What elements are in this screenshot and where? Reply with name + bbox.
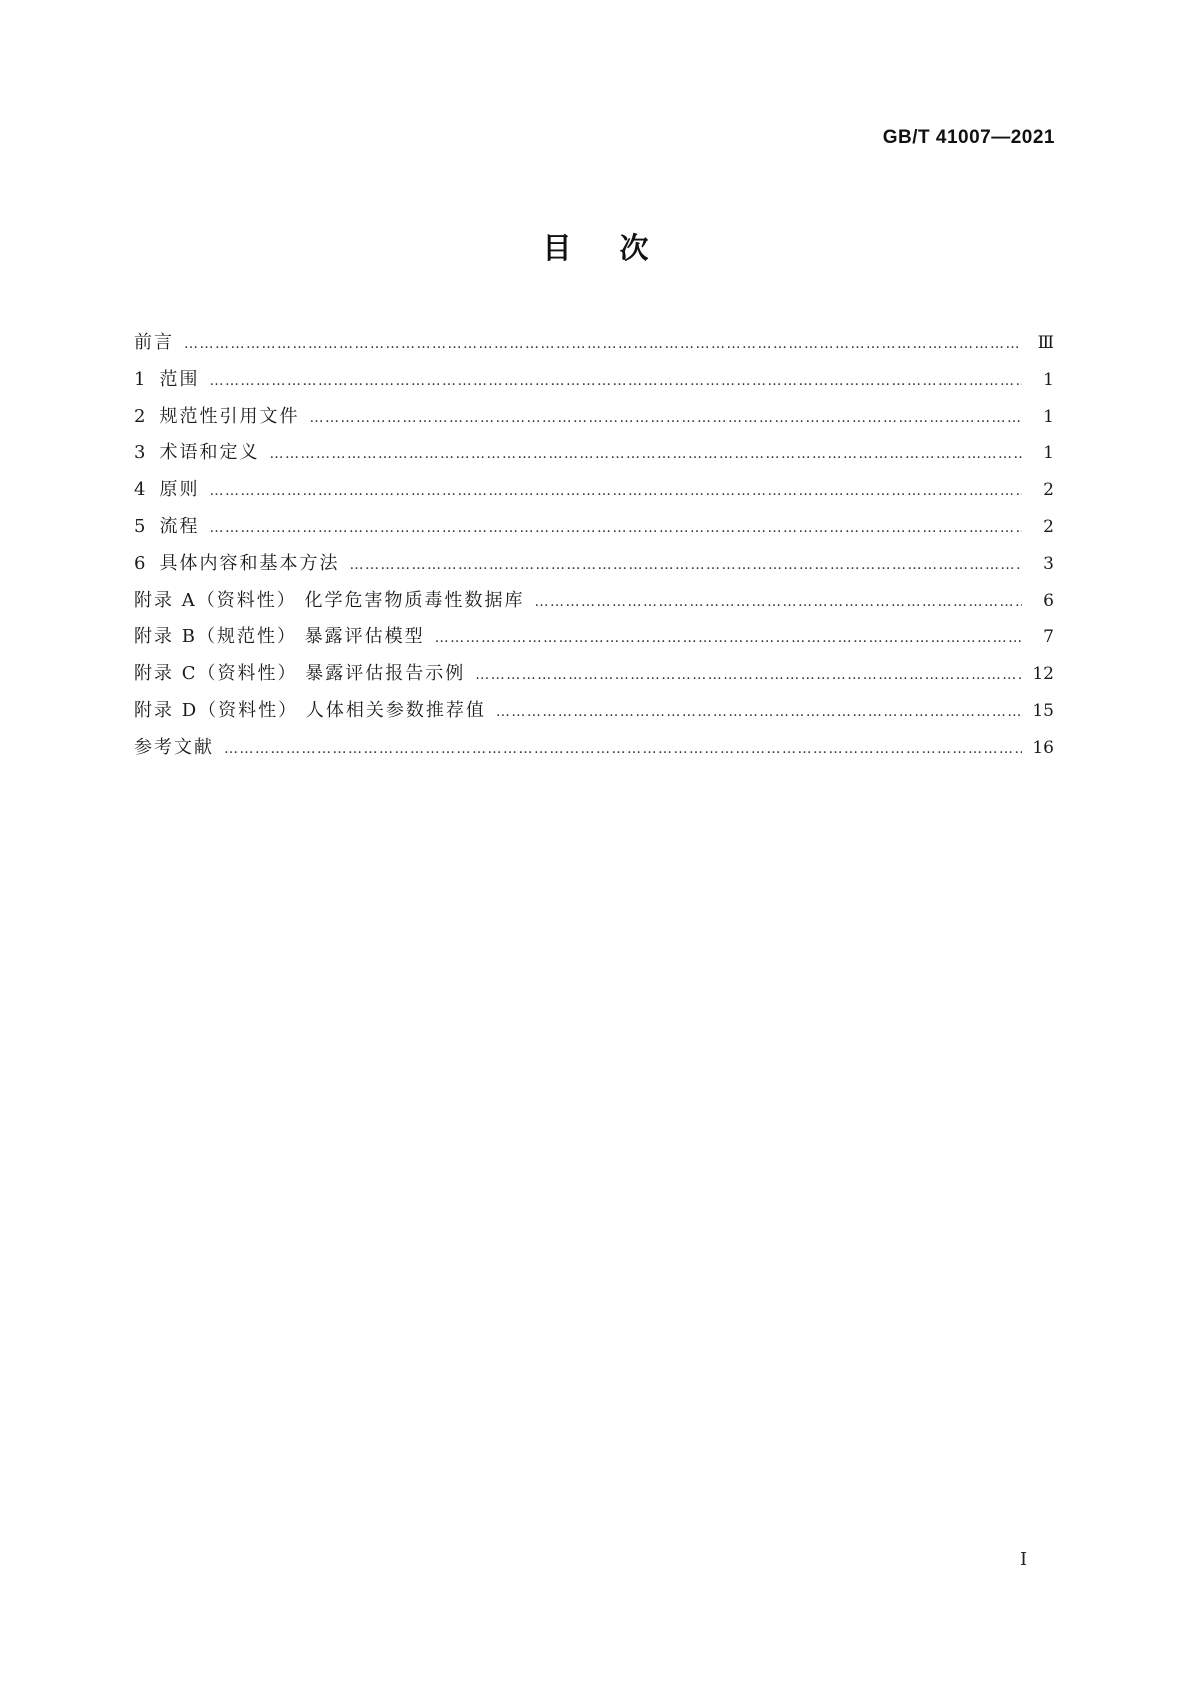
toc-dot-leader xyxy=(349,557,1022,573)
toc-entry-process[interactable] xyxy=(134,512,1054,549)
toc-entry-scope[interactable] xyxy=(134,365,1054,402)
toc-dot-leader xyxy=(209,520,1022,536)
toc-dot-leader xyxy=(269,446,1022,462)
toc-entry-title: 附录 A（资料性） 化学危害物质毒性数据库 xyxy=(134,589,525,611)
toc-entry-number: 6 xyxy=(134,552,146,574)
toc-entry-title: 附录 B（规范性） 暴露评估模型 xyxy=(134,626,425,648)
toc-dot-leader xyxy=(224,741,1022,757)
toc-entry-page: Ⅲ xyxy=(1037,333,1054,353)
toc-entry-label xyxy=(134,696,486,722)
toc-entry-page: 12 xyxy=(1032,664,1054,685)
toc-entry-label xyxy=(134,586,524,612)
toc-entry-page: 3 xyxy=(1043,553,1054,574)
toc-entry-title: 具体内容和基本方法 xyxy=(159,552,340,574)
table-of-contents xyxy=(134,328,1054,770)
toc-dot-leader xyxy=(209,373,1022,389)
toc-entry-title: 附录 D（资料性） 人体相关参数推荐值 xyxy=(134,699,486,721)
toc-entry-title: 范围 xyxy=(159,368,200,390)
toc-entry-title: 原则 xyxy=(159,479,200,501)
toc-entry-page: 6 xyxy=(1043,590,1054,611)
toc-entry-title: 附录 C（资料性） 暴露评估报告示例 xyxy=(134,663,466,685)
toc-entry-page: 16 xyxy=(1032,737,1054,758)
toc-entry-page: 1 xyxy=(1043,406,1054,427)
toc-entry-number: 1 xyxy=(134,368,146,390)
toc-entry-annex-a[interactable] xyxy=(134,586,1054,623)
toc-entry-principles[interactable] xyxy=(134,475,1054,512)
toc-entry-annex-b[interactable] xyxy=(134,622,1054,659)
toc-entry-terms-definitions[interactable] xyxy=(134,438,1054,475)
toc-entry-label xyxy=(134,438,259,464)
toc-entry-page: 2 xyxy=(1043,516,1054,537)
toc-dot-leader xyxy=(435,630,1022,646)
toc-entry-page: 2 xyxy=(1043,480,1054,501)
standard-code: GB/T 41007—2021 xyxy=(882,127,1055,148)
toc-dot-leader xyxy=(534,594,1022,610)
toc-entry-label xyxy=(134,733,214,759)
toc-entry-number: 4 xyxy=(134,479,146,501)
toc-entry-foreword[interactable] xyxy=(134,328,1054,365)
toc-dot-leader xyxy=(475,667,1022,683)
toc-dot-leader xyxy=(184,336,1022,352)
toc-entry-label xyxy=(134,512,199,538)
toc-entry-label xyxy=(134,475,199,501)
toc-entry-label xyxy=(134,365,199,391)
toc-title: 目次 xyxy=(542,231,697,265)
toc-entry-page: 1 xyxy=(1043,443,1054,464)
page-number: I xyxy=(1020,1549,1028,1570)
toc-entry-label xyxy=(134,659,465,685)
toc-entry-label xyxy=(134,402,299,428)
toc-entry-number: 3 xyxy=(134,442,146,464)
toc-entry-page: 15 xyxy=(1032,700,1054,721)
toc-entry-label xyxy=(134,328,174,354)
toc-entry-page: 7 xyxy=(1043,627,1054,648)
toc-entry-bibliography[interactable] xyxy=(134,733,1054,770)
toc-entry-title: 术语和定义 xyxy=(159,442,260,464)
toc-entry-content-methods[interactable] xyxy=(134,549,1054,586)
toc-dot-leader xyxy=(209,483,1022,499)
toc-entry-number: 2 xyxy=(134,405,146,427)
toc-entry-number: 5 xyxy=(134,515,146,537)
toc-entry-label xyxy=(134,622,425,648)
toc-entry-title: 规范性引用文件 xyxy=(159,405,300,427)
toc-entry-normative-references[interactable] xyxy=(134,402,1054,439)
toc-entry-annex-d[interactable] xyxy=(134,696,1054,733)
toc-entry-title: 参考文献 xyxy=(134,736,214,758)
toc-dot-leader xyxy=(309,410,1022,426)
toc-entry-title: 流程 xyxy=(159,515,200,537)
toc-dot-leader xyxy=(496,704,1022,720)
toc-entry-page: 1 xyxy=(1043,369,1054,390)
toc-entry-annex-c[interactable] xyxy=(134,659,1054,696)
toc-entry-title: 前言 xyxy=(134,332,174,353)
toc-entry-label xyxy=(134,549,339,575)
